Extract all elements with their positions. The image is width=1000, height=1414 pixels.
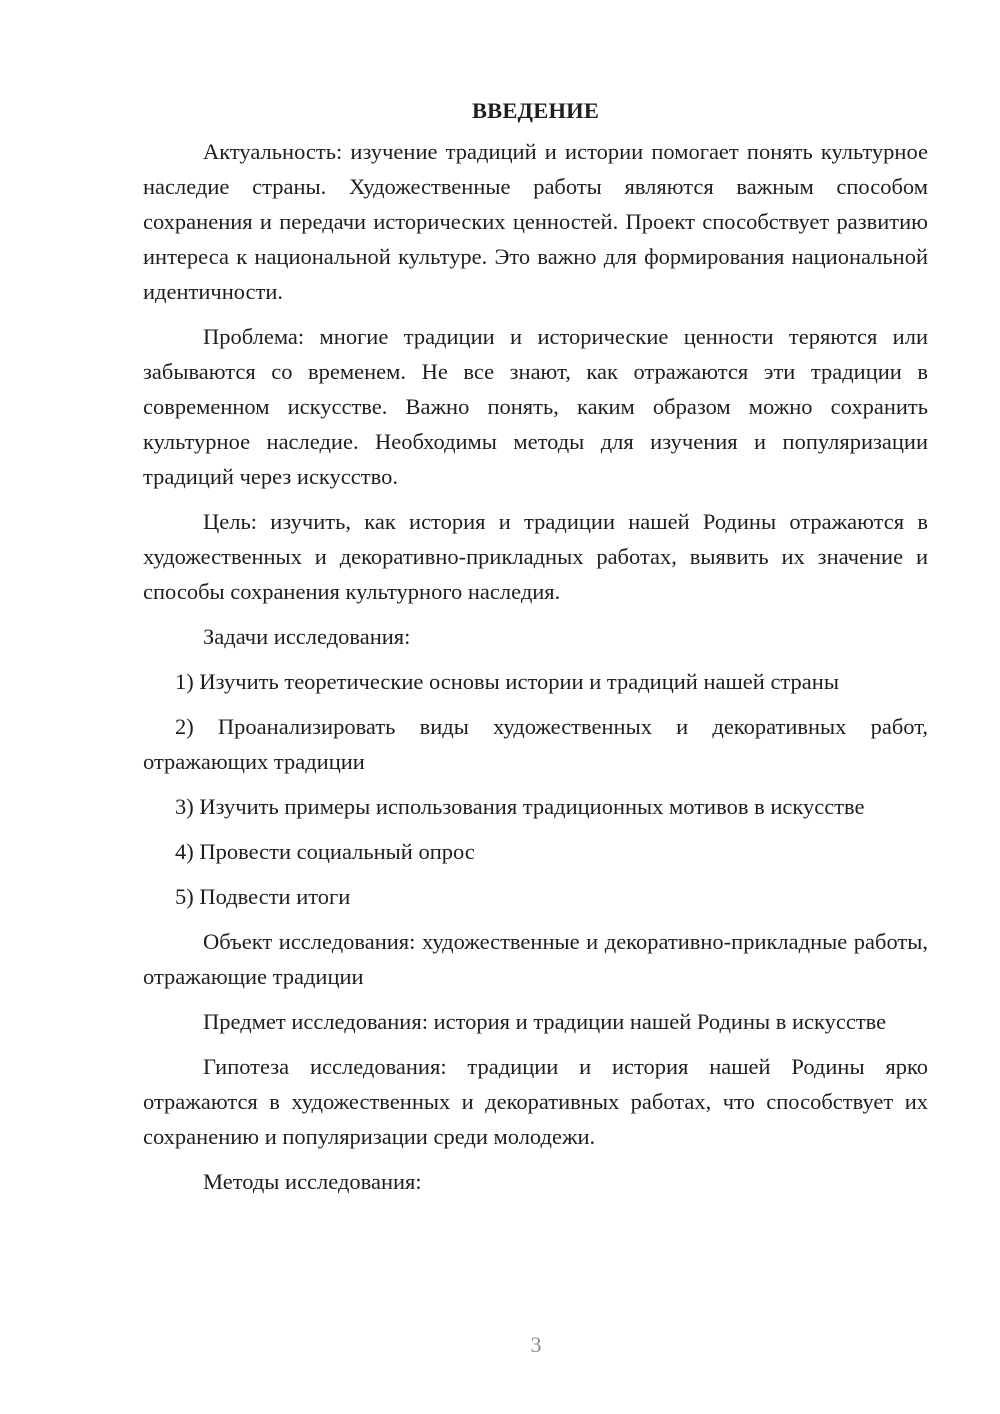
problem-paragraph: Проблема: многие традиции и исторические ценности теряются или забываются со временем. Не все знают, как отражаются эти традиции в современном искусстве. Важно понять, каким образом можно сохранить культурное наследие. Необходимы методы для изучения и популяризации традиций через искусство. xyxy=(143,324,928,489)
task-item: 5) Подвести итоги xyxy=(175,884,351,909)
tasks-heading: Задачи исследования: xyxy=(203,624,411,649)
goal-paragraph: Цель: изучить, как история и традиции нашей Родины отражаются в художественных и декоративно-прикладных работах, выявить их значение и способы сохранения культурного наследия. xyxy=(143,509,928,604)
page-content xyxy=(143,93,928,1209)
methods-heading: Методы исследования: xyxy=(203,1169,422,1194)
hypothesis-paragraph: Гипотеза исследования: традиции и история нашей Родины ярко отражаются в художественных и декоративных работах, что способствует их сохранению и популяризации среди молодежи. xyxy=(143,1054,928,1149)
section-title: ВВЕДЕНИЕ xyxy=(471,98,600,123)
page-number: 3 xyxy=(530,1332,542,1357)
task-item: 4) Провести социальный опрос xyxy=(175,839,475,864)
subject-paragraph: Предмет исследования: история и традиции нашей Родины в искусстве xyxy=(203,1009,887,1034)
relevance-paragraph: Актуальность: изучение традиций и истории помогает понять культурное наследие страны. Художественные работы являются важным способом сохранения и передачи исторических ценностей. Проект способствует развитию интереса к национальной культуре. Это важно для формирования национальной идентичности. xyxy=(143,139,928,304)
task-item: 2) Проанализировать виды художественных и декоративных работ, отражающих традиции xyxy=(143,714,928,774)
task-item: 1) Изучить теоретические основы истории и традиций нашей страны xyxy=(175,669,839,694)
object-paragraph: Объект исследования: художественные и декоративно-прикладные работы, отражающие традиции xyxy=(143,929,928,989)
task-item: 3) Изучить примеры использования традиционных мотивов в искусстве xyxy=(175,794,865,819)
